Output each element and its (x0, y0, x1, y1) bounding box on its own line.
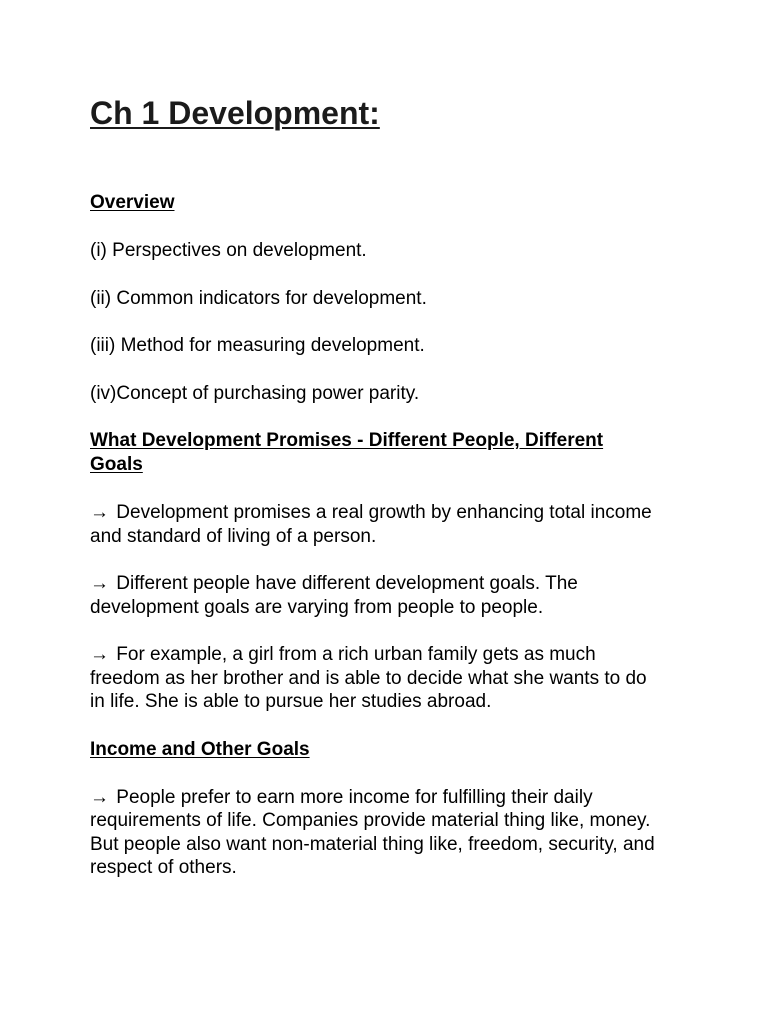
paragraph-text: Development promises a real growth by enhancing total income and standard of living of a person. (90, 502, 652, 547)
income-section (90, 738, 658, 880)
bullet-paragraph (90, 786, 658, 880)
overview-heading: Overview (90, 192, 175, 213)
arrow-icon: → (90, 644, 109, 665)
income-heading: Income and Other Goals (90, 738, 310, 760)
promises-section (90, 429, 658, 714)
overview-item: (iv)Concept of purchasing power parity. (90, 382, 420, 404)
paragraph-text: Different people have different development goals. The development goals are varying from people to people. (90, 573, 578, 618)
arrow-icon: → (90, 786, 109, 808)
paragraph-text: People prefer to earn more income for fulfilling their daily requirements of life. Companies provide material thing like, money. But people also want non-material thing like, freedom, security, and respect of others. (90, 786, 655, 878)
bullet-paragraph (90, 501, 658, 548)
arrow-icon: → (90, 573, 109, 594)
overview-item: (iii) Method for measuring development. (90, 335, 425, 356)
paragraph-text: For example, a girl from a rich urban family gets as much freedom as her brother and is able to decide what she wants to do in life. She is able to pursue her studies abroad. (90, 644, 647, 712)
overview-section (90, 191, 658, 405)
bullet-paragraph (90, 643, 658, 714)
promises-heading: What Development Promises - Different People, Different Goals (90, 430, 604, 475)
overview-item: (ii) Common indicators for development. (90, 287, 427, 309)
page-title: Ch 1 Development: (90, 95, 380, 131)
overview-item: (i) Perspectives on development. (90, 240, 367, 261)
bullet-paragraph (90, 572, 658, 619)
arrow-icon: → (90, 502, 109, 523)
